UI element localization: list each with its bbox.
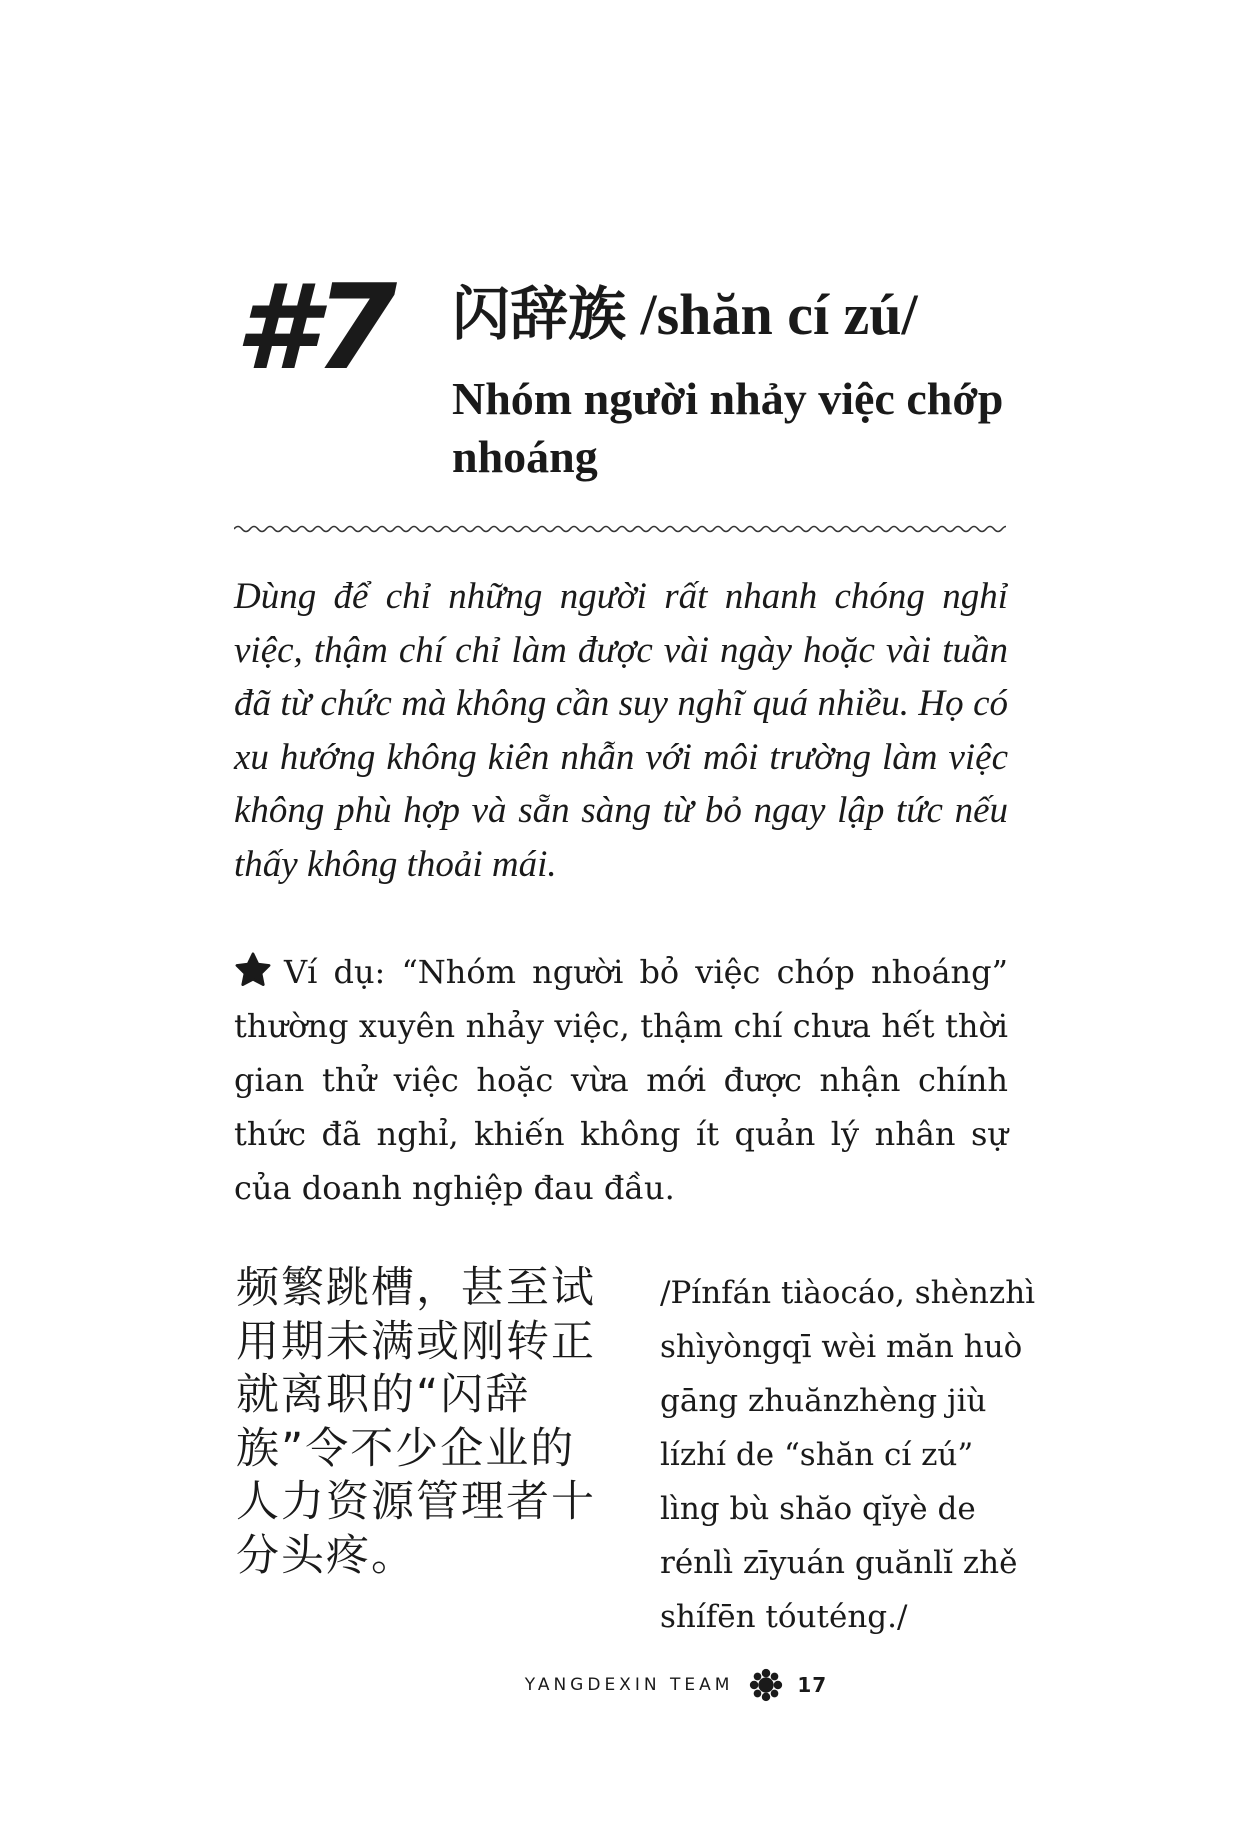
entry-title: 闪辞族 /shăn cí zú/ [452,282,918,347]
entry-number: #7 [235,258,396,396]
wavy-divider [234,520,1006,538]
example-paragraph [234,945,1008,1215]
page-footer [0,1668,1252,1702]
pinyin-line: gāng zhuănzhèng jiù [660,1383,987,1419]
example-text: Ví dụ: “Nhóm người bỏ việc chóp nhoáng” thường xuyên nhảy việc, thậm chí chưa hết thời gian thử việc hoặc vừa mới được nhận chính thức đã nghỉ, khiến không ít quản lý nhân sự của doanh nghiệp đau đầu. [234,953,1008,1207]
definition-text: Dùng để chỉ những người rất nhanh chóng nghỉ việc, thậm chí chỉ làm được vài ngày hoặc vài tuần đã từ chức mà không cần suy nghĩ quá nhiều. Họ có xu hướng không kiên nhẫn với môi trường làm việc không phù hợp và sẵn sàng từ bỏ ngay lập tức nếu thấy không thoải mái. [234,576,1008,885]
page-number: 17 [797,1673,828,1697]
pinyin-sentence [660,1266,1060,1644]
pinyin-line: lìng bù shăo qĭyè de [660,1491,976,1527]
footer-team-name: YANGDEXIN TEAM [524,1675,734,1695]
entry-subtitle: Nhóm người nhảy việc chớp nhoáng [452,373,1004,482]
chinese-sentence: 频繁跳槽，甚至试用期未满或刚转正就离职的“闪辞族”令不少企业的人力资源管理者十分头疼。 [236,1263,596,1581]
flower-icon [749,1668,783,1702]
pinyin-line: lízhí de “shăn cí zú” [660,1437,974,1473]
star-icon [234,952,272,986]
pinyin-line: rénlì zīyuán guănlĭ zhě [660,1545,1018,1581]
pinyin-line: shífēn tóuténg./ [660,1599,908,1635]
pinyin-line: shìyòngqī wèi măn huò [660,1329,1023,1365]
pinyin-line: /Pínfán tiàocáo, shènzhì [660,1275,1036,1311]
